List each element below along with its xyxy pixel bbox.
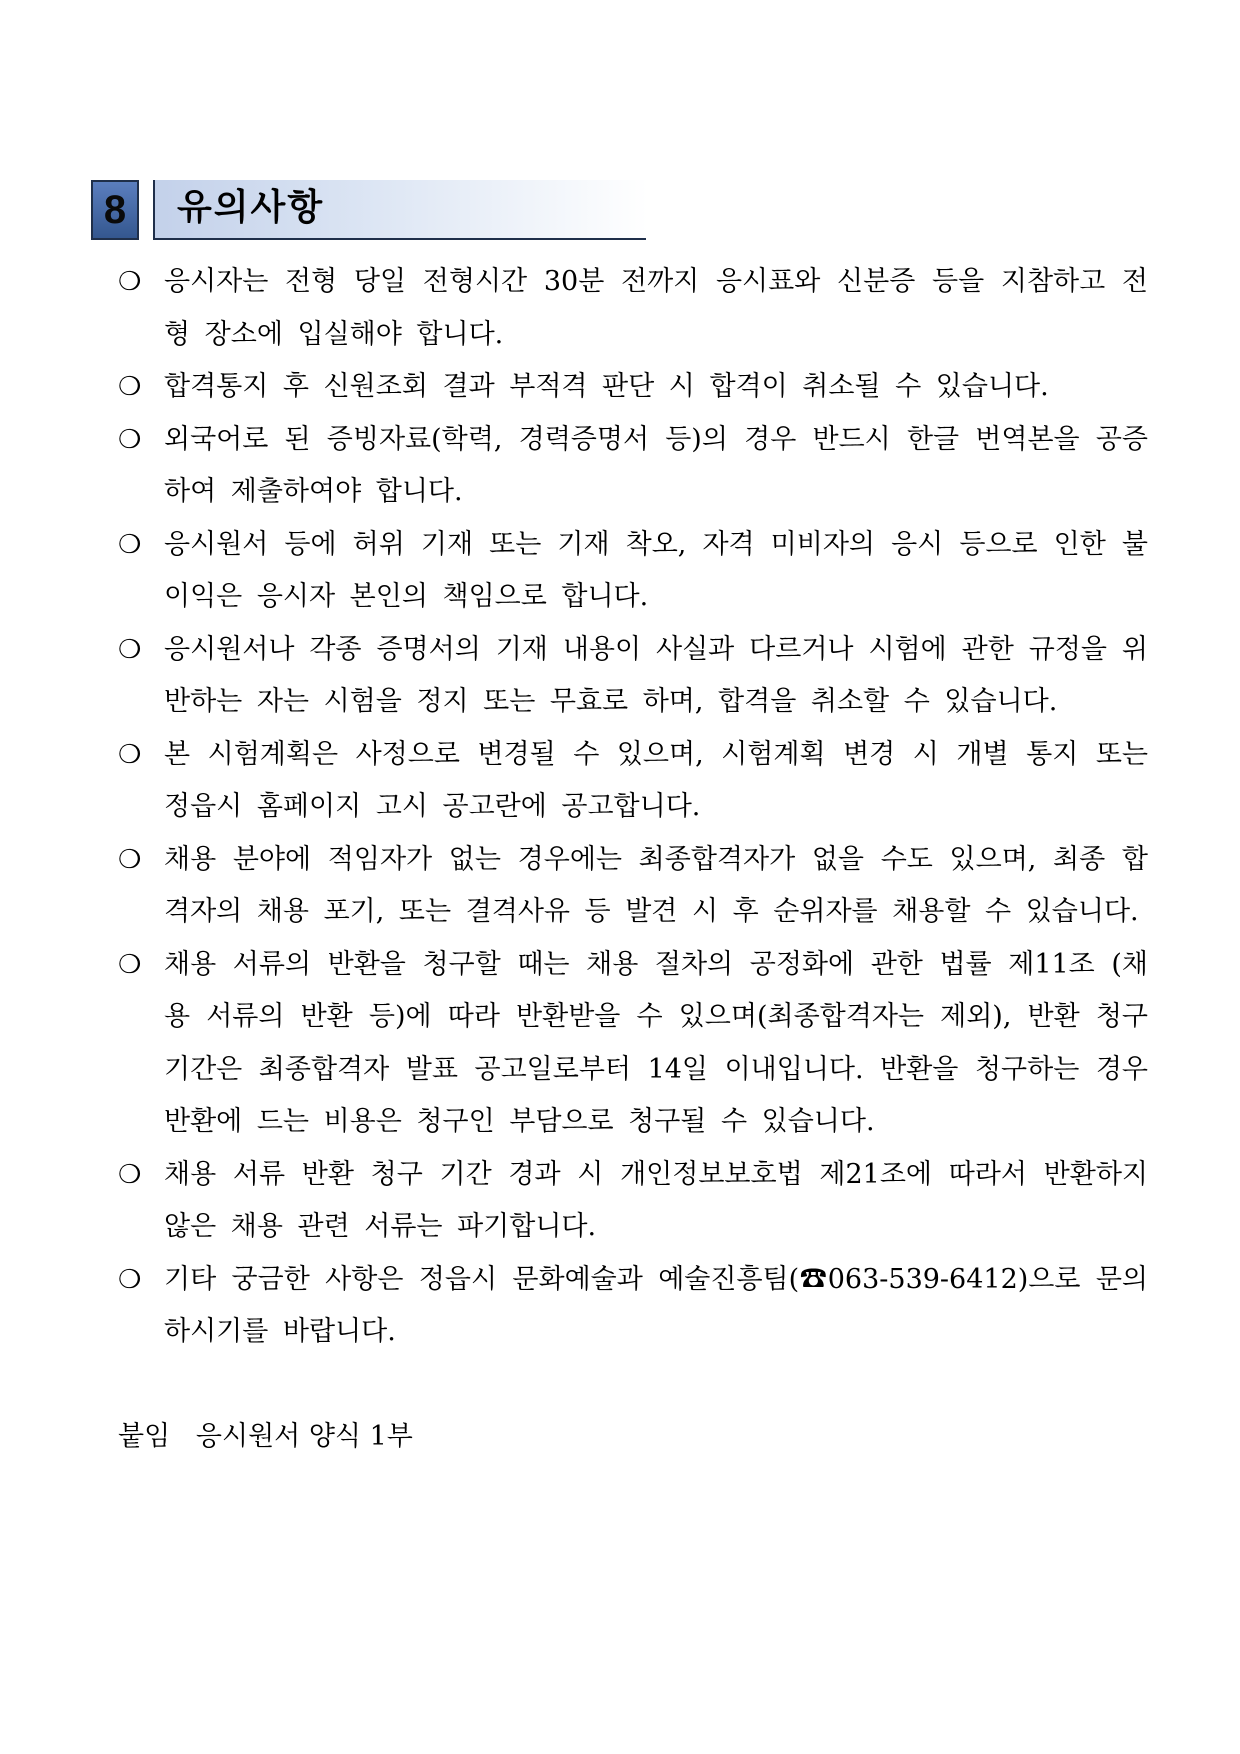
note-text: 채용 서류 반환 청구 기간 경과 시 개인정보보호법 제21조에 따라서 반환하지 않은 채용 관련 서류는 파기합니다. [164, 1158, 1148, 1242]
bullet-circle-icon: ❍ [118, 739, 142, 770]
note-text: 응시원서 등에 허위 기재 또는 기재 착오, 자격 미비자의 응시 등으로 인한 불이익은 응시자 본인의 책임으로 합니다. [164, 528, 1148, 612]
bullet-circle-icon: ❍ [118, 529, 142, 560]
note-item [118, 729, 1148, 834]
notes-list [118, 256, 1148, 1359]
bullet-circle-icon: ❍ [118, 372, 142, 402]
note-text: 기타 궁금한 사항은 정읍시 문화예술과 예술진흥팀(☎063-539-6412)으로 문의하시기를 바랍니다. [164, 1263, 1148, 1347]
note-text: 채용 분야에 적임자가 없는 경우에는 최종합격자가 없을 수도 있으며, 최종 합격자의 채용 포기, 또는 결격사유 등 발견 시 후 순위자를 채용할 수 있습니다. [164, 843, 1148, 927]
bullet-circle-icon: ❍ [118, 267, 142, 297]
note-item [118, 834, 1148, 939]
note-text: 채용 서류의 반환을 청구할 때는 채용 절차의 공정화에 관한 법률 제11조 (채용 서류의 반환 등)에 따라 반환받을 수 있으며(최종합격자는 제외), 반환 청구 기간은 최종합격자 발표 공고일로부터 14일 이내입니다. 반환을 청구하는 경우 반환에 드는 비용은 청구인 부담으로 청구될 수 있습니다. [164, 948, 1148, 1137]
note-item [118, 1149, 1148, 1254]
note-text: 응시원서나 각종 증명서의 기재 내용이 사실과 다르거나 시험에 관한 규정을 위반하는 자는 시험을 정지 또는 무효로 하며, 합격을 취소할 수 있습니다. [164, 633, 1148, 717]
note-item [118, 256, 1148, 361]
bullet-circle-icon: ❍ [118, 424, 142, 455]
note-item [118, 624, 1148, 729]
note-item [118, 361, 1148, 414]
section-title: 유의사항 [177, 187, 325, 228]
note-text: 합격통지 후 신원조회 결과 부적격 판단 시 합격이 취소될 수 있습니다. [164, 371, 1049, 402]
note-item [118, 414, 1148, 519]
bullet-circle-icon: ❍ [118, 949, 142, 980]
section-title-underline [153, 238, 646, 240]
bullet-circle-icon: ❍ [118, 844, 142, 875]
note-item [118, 519, 1148, 624]
note-item [118, 939, 1148, 1149]
attachment-line: 붙임 응시원서 양식 1부 [118, 1421, 413, 1452]
section-number: 8 [91, 180, 139, 240]
bullet-circle-icon: ❍ [118, 1159, 142, 1190]
note-text: 응시자는 전형 당일 전형시간 30분 전까지 응시표와 신분증 등을 지참하고 전형 장소에 입실해야 합니다. [164, 266, 1148, 350]
note-text: 본 시험계획은 사정으로 변경될 수 있으며, 시험계획 변경 시 개별 통지 또는 정읍시 홈페이지 고시 공고란에 공고합니다. [164, 738, 1148, 822]
note-item [118, 1254, 1148, 1359]
note-text: 외국어로 된 증빙자료(학력, 경력증명서 등)의 경우 반드시 한글 번역본을 공증하여 제출하여야 합니다. [164, 423, 1148, 507]
section-header [91, 180, 646, 240]
section-title-box [153, 180, 648, 240]
bullet-circle-icon: ❍ [118, 634, 142, 665]
bullet-circle-icon: ❍ [118, 1264, 142, 1295]
